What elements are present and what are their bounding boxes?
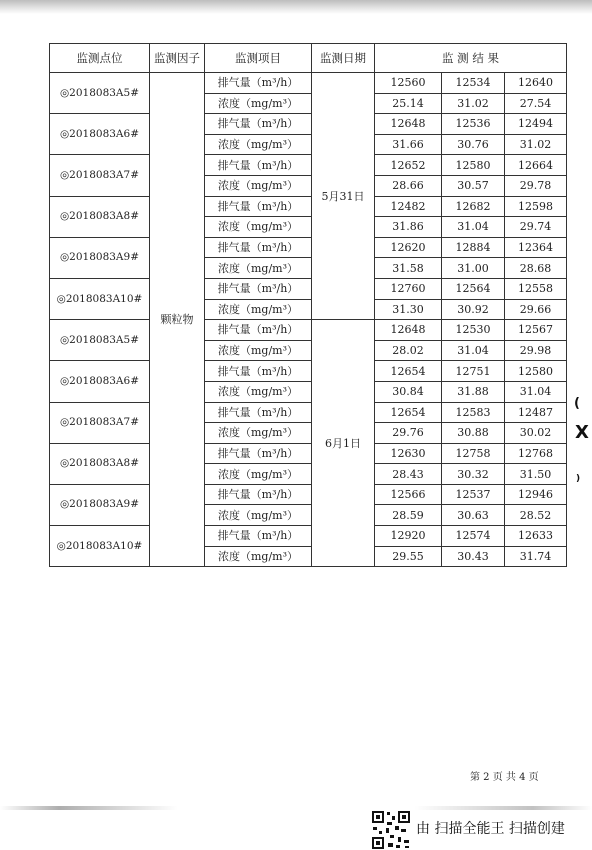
item-concentration: 浓度（mg/m³）	[205, 381, 312, 402]
table-row	[50, 402, 567, 423]
result-value: 12751	[442, 361, 505, 382]
result-value: 12482	[375, 196, 442, 217]
result-value: 28.68	[505, 258, 567, 279]
item-concentration: 浓度（mg/m³）	[205, 134, 312, 155]
result-value: 12648	[375, 320, 442, 341]
item-exhaust-volume: 排气量（m³/h）	[205, 278, 312, 299]
result-value: 28.02	[375, 340, 442, 361]
result-value: 30.32	[442, 464, 505, 485]
result-value: 31.88	[442, 381, 505, 402]
result-value: 29.74	[505, 217, 567, 238]
header-item: 监测项目	[205, 44, 312, 73]
result-value: 31.02	[442, 93, 505, 114]
result-value: 30.76	[442, 134, 505, 155]
item-concentration: 浓度（mg/m³）	[205, 217, 312, 238]
result-value: 30.88	[442, 423, 505, 444]
result-value: 31.00	[442, 258, 505, 279]
result-value: 28.66	[375, 175, 442, 196]
result-value: 30.63	[442, 505, 505, 526]
table-header-row	[50, 44, 567, 73]
result-value: 31.86	[375, 217, 442, 238]
result-value: 29.98	[505, 340, 567, 361]
result-value: 12534	[442, 73, 505, 94]
result-value: 30.02	[505, 423, 567, 444]
monitoring-point: ◎2018083A5#	[50, 320, 150, 361]
item-exhaust-volume: 排气量（m³/h）	[205, 155, 312, 176]
item-exhaust-volume: 排气量（m³/h）	[205, 484, 312, 505]
result-value: 12558	[505, 278, 567, 299]
result-value: 31.66	[375, 134, 442, 155]
result-value: 30.84	[375, 381, 442, 402]
result-value: 12946	[505, 484, 567, 505]
result-value: 31.50	[505, 464, 567, 485]
result-value: 12630	[375, 443, 442, 464]
result-value: 12768	[505, 443, 567, 464]
table-row	[50, 361, 567, 382]
result-value: 31.04	[505, 381, 567, 402]
item-exhaust-volume: 排气量（m³/h）	[205, 237, 312, 258]
result-value: 31.74	[505, 546, 567, 567]
result-value: 28.59	[375, 505, 442, 526]
item-exhaust-volume: 排气量（m³/h）	[205, 320, 312, 341]
result-value: 29.78	[505, 175, 567, 196]
monitoring-point: ◎2018083A8#	[50, 196, 150, 237]
result-value: 12654	[375, 361, 442, 382]
table-row	[50, 196, 567, 217]
result-value: 12682	[442, 196, 505, 217]
monitoring-point: ◎2018083A10#	[50, 526, 150, 567]
monitoring-point: ◎2018083A7#	[50, 402, 150, 443]
result-value: 12530	[442, 320, 505, 341]
result-value: 12583	[442, 402, 505, 423]
monitoring-results-table	[49, 43, 567, 567]
scan-bottom-edge	[0, 806, 592, 810]
table-row	[50, 526, 567, 547]
result-value: 12758	[442, 443, 505, 464]
result-value: 31.04	[442, 340, 505, 361]
table-row	[50, 320, 567, 341]
item-exhaust-volume: 排气量（m³/h）	[205, 443, 312, 464]
item-exhaust-volume: 排气量（m³/h）	[205, 73, 312, 94]
result-value: 12654	[375, 402, 442, 423]
result-value: 30.92	[442, 299, 505, 320]
item-exhaust-volume: 排气量（m³/h）	[205, 114, 312, 135]
item-concentration: 浓度（mg/m³）	[205, 423, 312, 444]
result-value: 12564	[442, 278, 505, 299]
result-value: 12580	[442, 155, 505, 176]
monitoring-point: ◎2018083A8#	[50, 443, 150, 484]
result-value: 12536	[442, 114, 505, 135]
monitoring-point: ◎2018083A6#	[50, 361, 150, 402]
result-value: 12920	[375, 526, 442, 547]
item-concentration: 浓度（mg/m³）	[205, 299, 312, 320]
result-value: 12567	[505, 320, 567, 341]
table-row	[50, 443, 567, 464]
scan-top-shadow	[0, 0, 592, 14]
result-value: 12560	[375, 73, 442, 94]
result-value: 12574	[442, 526, 505, 547]
item-concentration: 浓度（mg/m³）	[205, 93, 312, 114]
item-exhaust-volume: 排气量（m³/h）	[205, 196, 312, 217]
monitoring-point: ◎2018083A10#	[50, 278, 150, 319]
monitoring-date: 5月31日	[312, 73, 375, 320]
result-value: 12364	[505, 237, 567, 258]
monitoring-date: 6月1日	[312, 320, 375, 567]
result-value: 12580	[505, 361, 567, 382]
item-concentration: 浓度（mg/m³）	[205, 546, 312, 567]
item-exhaust-volume: 排气量（m³/h）	[205, 526, 312, 547]
result-value: 30.43	[442, 546, 505, 567]
result-value: 12566	[375, 484, 442, 505]
result-value: 28.52	[505, 505, 567, 526]
result-value: 29.66	[505, 299, 567, 320]
page-number: 第 2 页 共 4 页	[470, 772, 539, 783]
result-value: 12487	[505, 402, 567, 423]
result-value: 28.43	[375, 464, 442, 485]
result-value: 12537	[442, 484, 505, 505]
result-value: 12633	[505, 526, 567, 547]
qr-code-icon	[371, 810, 411, 850]
table-body	[50, 73, 567, 567]
result-value: 29.55	[375, 546, 442, 567]
result-value: 12598	[505, 196, 567, 217]
result-value: 12620	[375, 237, 442, 258]
result-value: 12494	[505, 114, 567, 135]
result-value: 31.02	[505, 134, 567, 155]
table-row	[50, 114, 567, 135]
result-value: 31.04	[442, 217, 505, 238]
result-value: 12760	[375, 278, 442, 299]
header-factor: 监测因子	[150, 44, 205, 73]
monitoring-point: ◎2018083A6#	[50, 114, 150, 155]
result-value: 12640	[505, 73, 567, 94]
item-exhaust-volume: 排气量（m³/h）	[205, 361, 312, 382]
item-concentration: 浓度（mg/m³）	[205, 340, 312, 361]
result-value: 31.58	[375, 258, 442, 279]
item-exhaust-volume: 排气量（m³/h）	[205, 402, 312, 423]
result-value: 12884	[442, 237, 505, 258]
result-value: 12648	[375, 114, 442, 135]
result-value: 27.54	[505, 93, 567, 114]
item-concentration: 浓度（mg/m³）	[205, 505, 312, 526]
monitoring-point: ◎2018083A9#	[50, 237, 150, 278]
header-date: 监测日期	[312, 44, 375, 73]
monitoring-point: ◎2018083A5#	[50, 73, 150, 114]
side-stamp-fragment: ( X )	[574, 396, 589, 484]
result-value: 30.57	[442, 175, 505, 196]
result-value: 29.76	[375, 423, 442, 444]
table-row	[50, 155, 567, 176]
table-row	[50, 73, 567, 94]
header-location: 监测点位	[50, 44, 150, 73]
scanner-watermark: 由 扫描全能王 扫描创建	[416, 821, 565, 837]
result-value: 12652	[375, 155, 442, 176]
result-value: 12664	[505, 155, 567, 176]
result-value: 25.14	[375, 93, 442, 114]
result-value: 31.30	[375, 299, 442, 320]
table-row	[50, 278, 567, 299]
header-results: 监 测 结 果	[375, 44, 567, 73]
table-row	[50, 237, 567, 258]
monitoring-factor: 颗粒物	[150, 73, 205, 567]
monitoring-point: ◎2018083A9#	[50, 484, 150, 525]
item-concentration: 浓度（mg/m³）	[205, 464, 312, 485]
table-row	[50, 484, 567, 505]
monitoring-point: ◎2018083A7#	[50, 155, 150, 196]
item-concentration: 浓度（mg/m³）	[205, 175, 312, 196]
item-concentration: 浓度（mg/m³）	[205, 258, 312, 279]
